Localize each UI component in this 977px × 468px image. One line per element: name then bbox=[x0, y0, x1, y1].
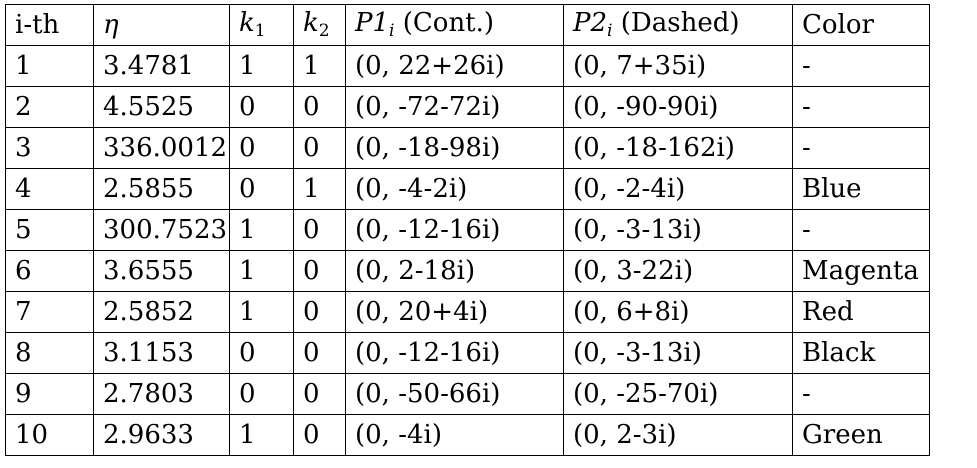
cell-eta: 336.0012 bbox=[94, 128, 230, 169]
cell-k1: 0 bbox=[230, 374, 294, 415]
header-p1-sub: i bbox=[389, 21, 395, 41]
cell-color: - bbox=[793, 128, 930, 169]
table-row bbox=[6, 128, 930, 169]
cell-index: 2 bbox=[6, 87, 94, 128]
cell-p2: (0, 6+8i) bbox=[564, 292, 793, 333]
cell-k2: 0 bbox=[294, 374, 346, 415]
cell-eta: 3.4781 bbox=[94, 46, 230, 87]
cell-index: 1 bbox=[6, 46, 94, 87]
cell-p1: (0, -4-2i) bbox=[346, 169, 564, 210]
cell-color: Blue bbox=[793, 169, 930, 210]
cell-p1: (0, 2-18i) bbox=[346, 251, 564, 292]
cell-p1: (0, -12-16i) bbox=[346, 333, 564, 374]
header-eta bbox=[94, 5, 230, 46]
cell-k1: 0 bbox=[230, 333, 294, 374]
header-p1-base: P1 bbox=[355, 8, 390, 38]
cell-p2: (0, 7+35i) bbox=[564, 46, 793, 87]
cell-eta: 300.7523 bbox=[94, 210, 230, 251]
cell-index: 7 bbox=[6, 292, 94, 333]
cell-k2: 0 bbox=[294, 87, 346, 128]
cell-k1: 1 bbox=[230, 415, 294, 456]
cell-eta: 2.9633 bbox=[94, 415, 230, 456]
table-row bbox=[6, 333, 930, 374]
table-row bbox=[6, 292, 930, 333]
cell-color: - bbox=[793, 46, 930, 87]
cell-k2: 0 bbox=[294, 333, 346, 374]
cell-index: 5 bbox=[6, 210, 94, 251]
cell-k2: 0 bbox=[294, 292, 346, 333]
cell-eta: 3.1153 bbox=[94, 333, 230, 374]
cell-p2: (0, -18-162i) bbox=[564, 128, 793, 169]
cell-k1: 0 bbox=[230, 128, 294, 169]
cell-eta: 2.5855 bbox=[94, 169, 230, 210]
table-body bbox=[6, 46, 930, 456]
cell-color: - bbox=[793, 87, 930, 128]
cell-p1: (0, -12-16i) bbox=[346, 210, 564, 251]
header-k2 bbox=[294, 5, 346, 46]
cell-p2: (0, -3-13i) bbox=[564, 210, 793, 251]
table-row bbox=[6, 46, 930, 87]
cell-k2: 0 bbox=[294, 210, 346, 251]
cell-k2: 0 bbox=[294, 251, 346, 292]
header-p1-suffix: (Cont.) bbox=[402, 8, 495, 38]
header-row bbox=[6, 5, 930, 46]
cell-k1: 1 bbox=[230, 251, 294, 292]
cell-p2: (0, -25-70i) bbox=[564, 374, 793, 415]
cell-index: 10 bbox=[6, 415, 94, 456]
cell-p2: (0, -2-4i) bbox=[564, 169, 793, 210]
cell-p1: (0, -50-66i) bbox=[346, 374, 564, 415]
header-k1-base: k bbox=[239, 8, 255, 38]
table-row bbox=[6, 87, 930, 128]
cell-index: 3 bbox=[6, 128, 94, 169]
table-row bbox=[6, 169, 930, 210]
header-p2 bbox=[564, 5, 793, 46]
table-row bbox=[6, 210, 930, 251]
cell-p1: (0, -18-98i) bbox=[346, 128, 564, 169]
cell-k1: 1 bbox=[230, 210, 294, 251]
cell-index: 6 bbox=[6, 251, 94, 292]
table-row bbox=[6, 415, 930, 456]
cell-index: 9 bbox=[6, 374, 94, 415]
cell-index: 4 bbox=[6, 169, 94, 210]
header-color: Color bbox=[793, 5, 930, 46]
cell-eta: 2.7803 bbox=[94, 374, 230, 415]
cell-k2: 0 bbox=[294, 415, 346, 456]
cell-k1: 1 bbox=[230, 292, 294, 333]
cell-eta: 3.6555 bbox=[94, 251, 230, 292]
cell-p1: (0, -72-72i) bbox=[346, 87, 564, 128]
cell-k1: 0 bbox=[230, 169, 294, 210]
cell-p2: (0, 2-3i) bbox=[564, 415, 793, 456]
cell-p1: (0, 22+26i) bbox=[346, 46, 564, 87]
cell-p2: (0, 3-22i) bbox=[564, 251, 793, 292]
cell-color: - bbox=[793, 210, 930, 251]
header-p2-suffix: (Dashed) bbox=[620, 8, 740, 38]
cell-k2: 1 bbox=[294, 169, 346, 210]
cell-k2: 0 bbox=[294, 128, 346, 169]
cell-color: Magenta bbox=[793, 251, 930, 292]
cell-color: Black bbox=[793, 333, 930, 374]
cell-p1: (0, -4i) bbox=[346, 415, 564, 456]
header-index: i-th bbox=[6, 5, 94, 46]
header-eta-symbol: η bbox=[103, 10, 119, 40]
cell-p2: (0, -90-90i) bbox=[564, 87, 793, 128]
table-row bbox=[6, 374, 930, 415]
header-k1 bbox=[230, 5, 294, 46]
header-k2-base: k bbox=[303, 8, 319, 38]
cell-color: - bbox=[793, 374, 930, 415]
cell-color: Red bbox=[793, 292, 930, 333]
header-k1-sub: 1 bbox=[254, 21, 266, 41]
cell-k1: 0 bbox=[230, 87, 294, 128]
header-p2-base: P2 bbox=[573, 8, 608, 38]
cell-index: 8 bbox=[6, 333, 94, 374]
cell-p2: (0, -3-13i) bbox=[564, 333, 793, 374]
results-table bbox=[5, 4, 930, 456]
header-p2-sub: i bbox=[607, 21, 613, 41]
cell-k1: 1 bbox=[230, 46, 294, 87]
cell-eta: 2.5852 bbox=[94, 292, 230, 333]
header-p1 bbox=[346, 5, 564, 46]
cell-k2: 1 bbox=[294, 46, 346, 87]
header-k2-sub: 2 bbox=[318, 21, 330, 41]
cell-p1: (0, 20+4i) bbox=[346, 292, 564, 333]
table-row bbox=[6, 251, 930, 292]
cell-eta: 4.5525 bbox=[94, 87, 230, 128]
cell-color: Green bbox=[793, 415, 930, 456]
